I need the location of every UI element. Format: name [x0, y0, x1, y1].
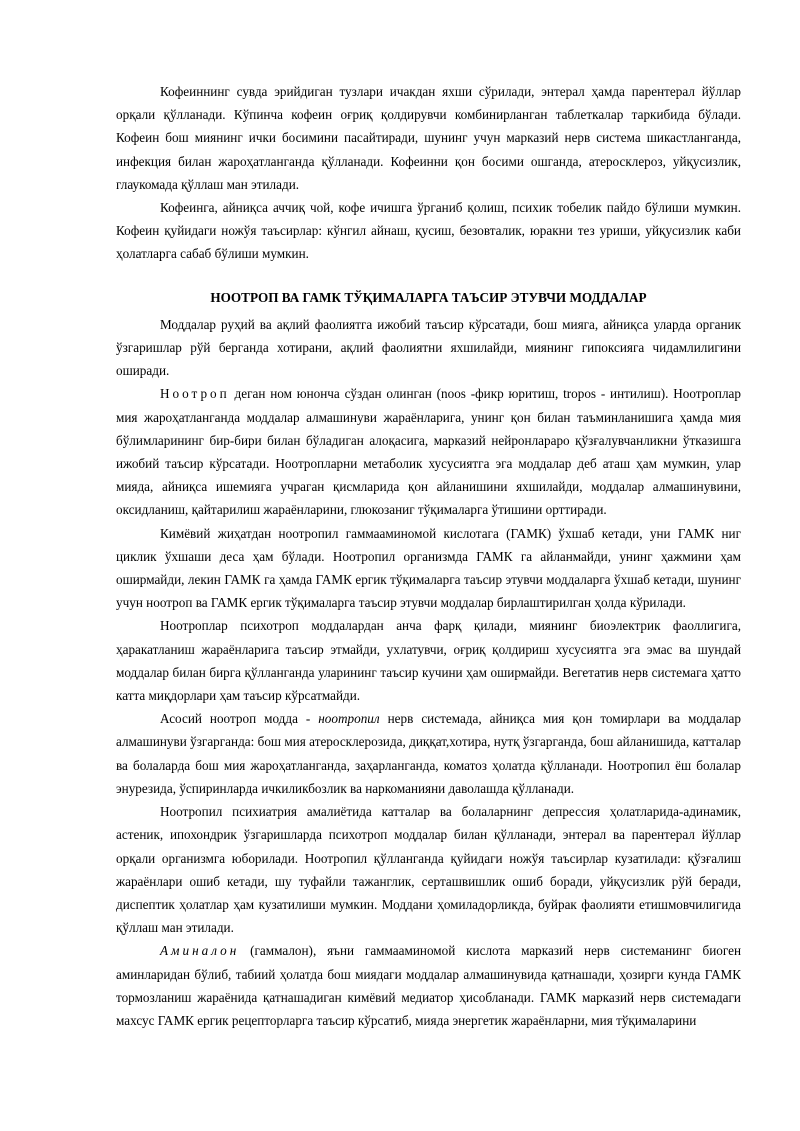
paragraph-nootropil [116, 707, 741, 800]
term-nootrop: Ноотроп [160, 386, 230, 402]
section-heading: НООТРОП ВА ГАМК ТЎҚИМАЛАРГА ТАЪСИР ЭТУВЧИ МОДДАЛАР [210, 289, 647, 305]
term-aminalon: Аминалон [160, 943, 240, 959]
paragraph-aminalon-text: (гаммалон), яъни гаммааминомой кислота марказий нерв системанинг биоген аминларидан бўлиб, табиий ҳолатда бош миядаги моддалар алмашинувида қатнашади, ҳозирги кунда ГАМК тормозланиш жараёнида қатнашадиган кимёвий медиатор ҳисобланади. ГАМК марказий нерв системадаги махсус ГАМК ергик рецепторларга таъсир кўрсатиб, мияда энергетик жараёнларни, мия тўқималарини [116, 943, 741, 1028]
paragraph-caffeine-side-effects: Кофеинга, айниқса аччиқ чой, кофе ичишга ўрганиб қолиш, психик тобелик пайдо бўлиши мумкин. Кофеин қуйидаги ножўя таъсирлар: кўнгил айнаш, қусиш, безовталик, юракни тез уриши, уйқусизлик каби ҳолатларга сабаб бўлиши мумкин. [116, 200, 741, 262]
paragraph-nootrop-differences: Ноотроплар психотроп моддалардан анча фарқ қилади, миянинг биоэлектрик фаоллигига, ҳаракатланиш жараёнларига таъсир этмайди, ухлатувчи, оғриқ қолдириш хусусиятга эга эмас ва шундай моддалар билан бирга қўлланганда уларининг таъсир кучини ҳам оширмайди. Вегетатив нерв системага ҳатто катта миқдорлари ҳам таъсир кўрсатмайди. [116, 618, 741, 704]
paragraph-nootrop-definition-text: деган ном юнонча сўздан олинган (noos -фикр юритиш, tropos - интилиш). Ноотроплар мия жароҳатланганда моддалар алмашинуви жараёнларига, унинг қон билан таъминланишига ҳамда мия бўлимларининг бир-бири билан бўладиган алоқасига, марказий нейронлараро қўзғалувчанликни ўтказишга ижобий таъсир кўрсатади. Ноотропларни метаболик хусусиятга эга моддалар деб аташ ҳам мумкин, улар мияда, айниқса ишемияга учраган қисмларида қон айланишини яхшилайди, моддалар алмашинувини, оксидланиш, қайтарилиш жараёнларини, глюкозаниг тўқималарга ўтишини орттиради. [116, 386, 741, 518]
paragraph-aminalon [116, 939, 741, 1032]
term-nootropil: ноотропил [318, 711, 380, 727]
paragraph-nootropil-lead: Асосий ноотроп модда - [160, 711, 319, 727]
paragraph-intro: Моддалар руҳий ва ақлий фаолиятга ижобий таъсир кўрсатади, бош мияга, айниқса уларда органик ўзгаришлар рўй берганда хотирани, ақлий фаолиятни яхшилайди, миянинг гипоксияга чидамлилигини оширади. [116, 316, 741, 379]
paragraph-caffeine-use: Кофеиннинг сувда эрийдиган тузлари ичакдан яхши сўрилади, энтерал ҳамда парентерал йўллар орқали қўлланади. Кўпинча кофеин оғриқ қолдирувчи комбинирланган таблеткалар таркибида бўлади. Кофеин бош миянинг ички босимини пасайтиради, шунинг учун марказий нерв система шикастланганда, инфекция билан жароҳатланганда қўлланади. Кофеинни қон босими ошганда, атеросклероз, уйқусизлик, глаукомада қўллаш ман этилади. [116, 84, 741, 192]
paragraph-gaba-relation: Кимёвий жиҳатдан ноотропил гаммааминомой кислотага (ГАМК) ўхшаб кетади, уни ГАМК ниг циклик ўхшаши деса ҳам бўлади. Ноотропил организмда ГАМК га айланмайди, унинг ҳажмини ҳам оширмайди, лекин ГАМК га ҳамда ГАМК ергик тўқималарга таъсир этувчи моддаларга ўхшаб кетади, шунинг учун ноотроп ва ГАМК ергик тўқималарга таъсир этувчи моддалар бирлаштирилган ҳолда кўрилади. [116, 525, 741, 611]
paragraph-nootropil-text: нерв системада, айниқса мия қон томирлари ва моддалар алмашинуви ўзгарганда: бош мия атеросклерозида, диққат,хотира, нутқ ўзгарганда, бош айланишида, катталар ва болаларда бош мия жароҳатланганда, заҳарланганда, коматоз ҳолатда қўлланади. Ноотропил ёш болалар энурезида, ўспиринларда ичкиликбозлик ва наркоманияни даволашда қўлланади. [116, 711, 741, 796]
paragraph-nootropil-psychiatry: Ноотропил психиатрия амалиётида катталар ва болаларнинг депрессия ҳолатларида-адинамик, астеник, ипохондрик ўзгаришларда психотроп моддалар билан қўлланади, энтерал ва парентерал йўллар орқали организмга юборилади. Ноотропил қўлланганда қуйидаги ножўя таъсирлар кузатилади: қўзғалиш жараёнлари ошиб кетади, шу туфайли тажанглик, серташвишлик ошиб боради, уйқусизлик рўй беради, диспептик ҳолатлар ҳам кузатилиши мумкин. Моддани ҳомиладорликда, буйрак фаолияти етишмовчилигида қўллаш ман этилади. [116, 804, 741, 936]
document-page [116, 80, 741, 1032]
paragraph-nootrop-definition [116, 382, 741, 521]
